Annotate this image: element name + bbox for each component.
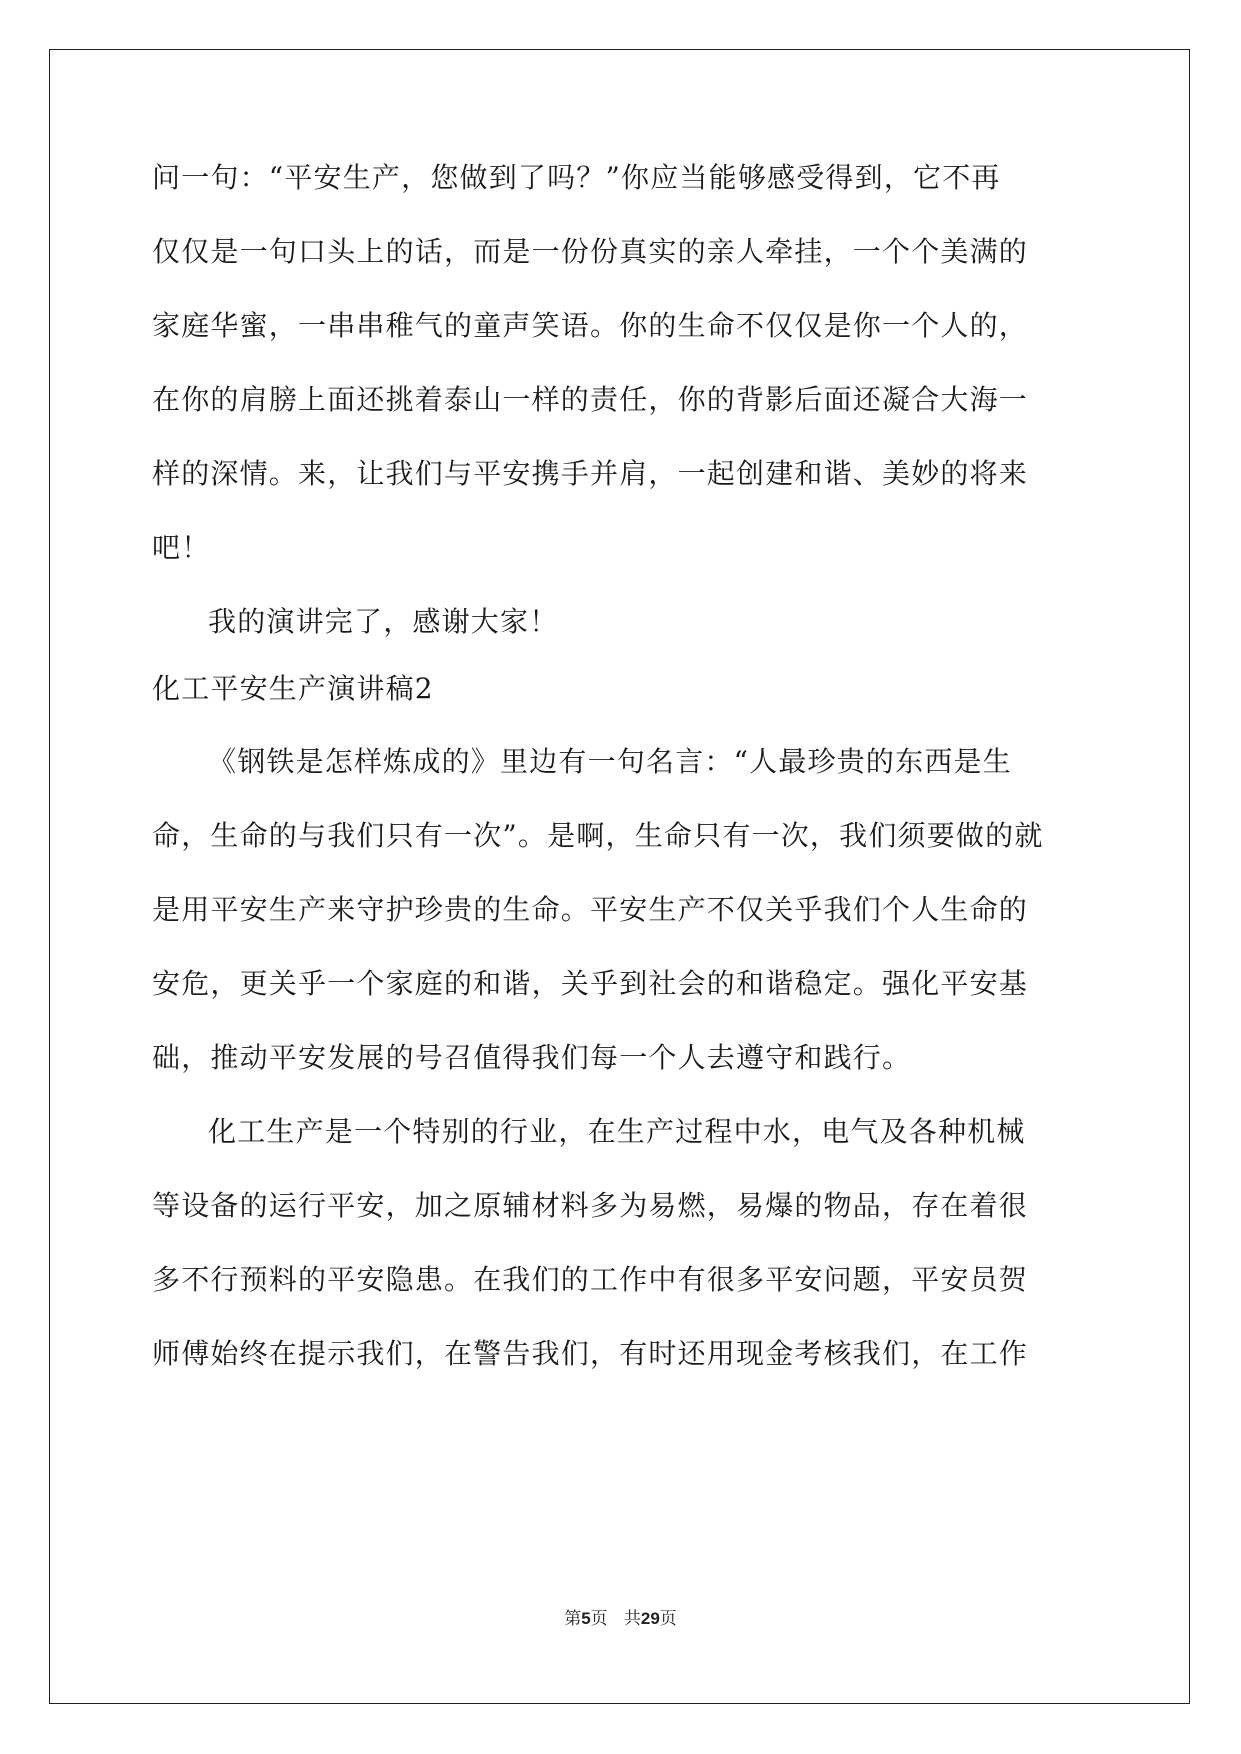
body-line-1: 问一句：“平安生产，您做到了吗？”你应当能够感受得到，它不再: [152, 161, 1001, 194]
footer-prefix: 第: [564, 1609, 582, 1629]
footer-total-prefix: 共: [623, 1609, 641, 1629]
body-line-14: 化工生产是一个特别的行业，在生产过程中水，电气及各种机械: [208, 1115, 1026, 1148]
footer-page-suffix: 页: [590, 1609, 608, 1629]
page-number: 5: [581, 1609, 591, 1628]
body-line-3: 家庭华蜜，一串串稚气的童声笑语。你的生命不仅仅是你一个人的，: [152, 309, 1029, 342]
body-line-5: 样的深情。来，让我们与平安携手并肩，一起创建和谐、美妙的将来: [152, 457, 1029, 490]
body-line-12: 安危，更关乎一个家庭的和谐，关乎到社会的和谐稳定。强化平安基: [152, 967, 1029, 1000]
closing-line: 我的演讲完了，感谢大家！: [208, 605, 559, 638]
body-line-10: 命，生命的与我们只有一次”。是啊，生命只有一次，我们须要做的就: [152, 819, 1044, 852]
page-border: [49, 49, 1190, 1704]
body-line-15: 等设备的运行平安，加之原辅材料多为易燃，易爆的物品，存在着很: [152, 1189, 1029, 1222]
total-pages: 29: [640, 1609, 660, 1628]
footer-total-suffix: 页: [659, 1609, 677, 1629]
body-line-16: 多不行预料的平安隐患。在我们的工作中有很多平安问题，平安员贺: [152, 1263, 1029, 1296]
body-line-9: 《钢铁是怎样炼成的》里边有一句名言：“人最珍贵的东西是生: [208, 745, 1012, 778]
body-line-4: 在你的肩膀上面还挑着泰山一样的责任，你的背影后面还凝合大海一: [152, 383, 1029, 416]
section-heading: 化工平安生产演讲稿2: [152, 672, 434, 705]
body-line-6: 吧！: [152, 531, 211, 564]
body-line-2: 仅仅是一句口头上的话，而是一份份真实的亲人牵挂，一个个美满的: [152, 235, 1029, 268]
page-footer: [0, 1604, 1241, 1629]
body-line-13: 础，推动平安发展的号召值得我们每一个人去遵守和践行。: [152, 1041, 912, 1074]
body-line-17: 师傅始终在提示我们，在警告我们，有时还用现金考核我们，在工作: [152, 1337, 1029, 1370]
body-line-11: 是用平安生产来守护珍贵的生命。平安生产不仅关乎我们个人生命的: [152, 893, 1029, 926]
